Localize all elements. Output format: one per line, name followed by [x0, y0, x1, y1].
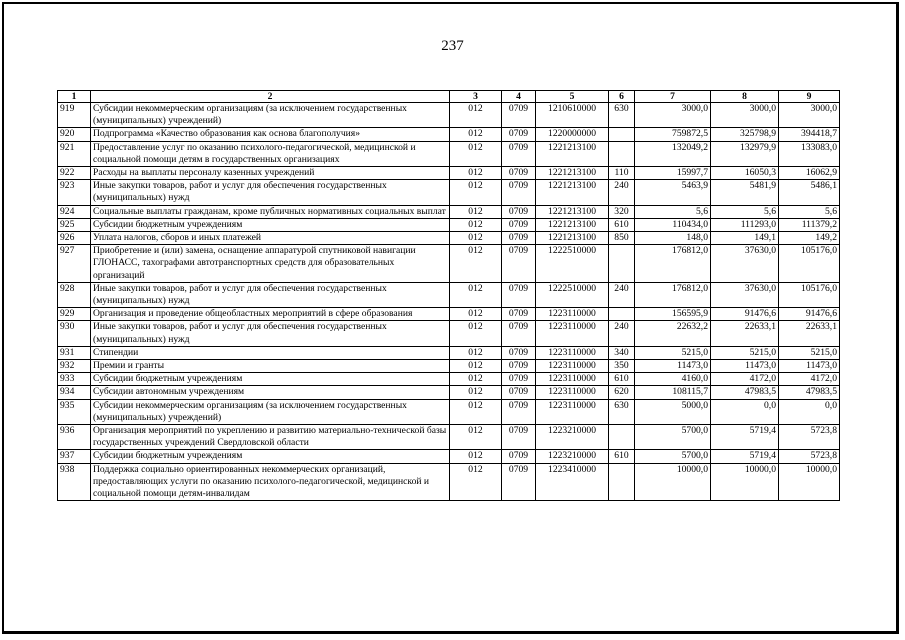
row-amount-col7: 22632,2 [635, 321, 711, 346]
row-expense-type-code [609, 308, 635, 321]
row-number: 928 [58, 282, 91, 307]
header-cell: 9 [779, 91, 840, 103]
row-ved-code: 012 [450, 167, 502, 180]
row-amount-col7: 5700,0 [635, 425, 711, 450]
row-amount-col8: 16050,3 [711, 167, 779, 180]
row-number: 937 [58, 450, 91, 463]
row-amount-col7: 5700,0 [635, 450, 711, 463]
row-ved-code: 012 [450, 245, 502, 283]
table-row [58, 450, 840, 463]
table-row [58, 245, 840, 283]
row-expense-type-code: 630 [609, 103, 635, 128]
row-section-code: 0709 [502, 321, 536, 346]
row-amount-col7: 11473,0 [635, 360, 711, 373]
row-ved-code: 012 [450, 360, 502, 373]
row-target-article-code: 1220000000 [536, 128, 609, 141]
row-target-article-code: 1223110000 [536, 321, 609, 346]
row-section-code: 0709 [502, 360, 536, 373]
row-amount-col9: 10000,0 [779, 463, 840, 501]
row-amount-col7: 5000,0 [635, 399, 711, 424]
header-cell: 3 [450, 91, 502, 103]
row-amount-col9: 0,0 [779, 399, 840, 424]
row-section-code: 0709 [502, 141, 536, 166]
row-amount-col8: 5719,4 [711, 425, 779, 450]
row-ved-code: 012 [450, 321, 502, 346]
row-target-article-code: 1210610000 [536, 103, 609, 128]
row-amount-col9: 394418,7 [779, 128, 840, 141]
row-name: Иные закупки товаров, работ и услуг для обеспечения государственных (муниципальных) нужд [91, 180, 450, 205]
row-expense-type-code: 340 [609, 346, 635, 359]
row-amount-col9: 105176,0 [779, 282, 840, 307]
row-amount-col7: 10000,0 [635, 463, 711, 501]
row-target-article-code: 1221213100 [536, 180, 609, 205]
row-name: Субсидии некоммерческим организациям (за исключением государственных (муниципальных) учреждений) [91, 399, 450, 424]
table-body [58, 103, 840, 501]
row-section-code: 0709 [502, 399, 536, 424]
table-header-row [58, 91, 840, 103]
row-expense-type-code [609, 463, 635, 501]
row-name: Поддержка социально ориентированных некоммерческих организаций, предоставляющих услуги по оказанию психолого-педагогической, медицинской и социальной помощи детям-инвалидам [91, 463, 450, 501]
row-target-article-code: 1223110000 [536, 399, 609, 424]
row-name: Субсидии автономным учреждениям [91, 386, 450, 399]
row-number: 920 [58, 128, 91, 141]
row-amount-col8: 5481,9 [711, 180, 779, 205]
row-target-article-code: 1223110000 [536, 386, 609, 399]
row-amount-col8: 5719,4 [711, 450, 779, 463]
row-section-code: 0709 [502, 167, 536, 180]
row-amount-col7: 110434,0 [635, 218, 711, 231]
row-expense-type-code: 850 [609, 232, 635, 245]
header-cell: 7 [635, 91, 711, 103]
table-row [58, 167, 840, 180]
row-section-code: 0709 [502, 450, 536, 463]
row-section-code: 0709 [502, 282, 536, 307]
row-amount-col8: 47983,5 [711, 386, 779, 399]
row-ved-code: 012 [450, 232, 502, 245]
row-expense-type-code: 350 [609, 360, 635, 373]
row-amount-col7: 156595,9 [635, 308, 711, 321]
row-expense-type-code: 610 [609, 218, 635, 231]
row-amount-col9: 5723,8 [779, 425, 840, 450]
row-amount-col9: 5486,1 [779, 180, 840, 205]
row-amount-col9: 91476,6 [779, 308, 840, 321]
row-amount-col9: 5215,0 [779, 346, 840, 359]
row-number: 935 [58, 399, 91, 424]
row-section-code: 0709 [502, 373, 536, 386]
row-amount-col9: 5,6 [779, 205, 840, 218]
row-ved-code: 012 [450, 180, 502, 205]
table-row [58, 232, 840, 245]
row-amount-col8: 37630,0 [711, 282, 779, 307]
row-amount-col9: 133083,0 [779, 141, 840, 166]
row-ved-code: 012 [450, 399, 502, 424]
row-expense-type-code [609, 141, 635, 166]
row-number: 924 [58, 205, 91, 218]
row-amount-col8: 0,0 [711, 399, 779, 424]
row-amount-col8: 3000,0 [711, 103, 779, 128]
row-amount-col8: 91476,6 [711, 308, 779, 321]
row-section-code: 0709 [502, 205, 536, 218]
row-amount-col9: 111379,2 [779, 218, 840, 231]
row-ved-code: 012 [450, 308, 502, 321]
row-amount-col7: 5,6 [635, 205, 711, 218]
header-cell: 5 [536, 91, 609, 103]
row-number: 921 [58, 141, 91, 166]
row-amount-col8: 5215,0 [711, 346, 779, 359]
row-number: 925 [58, 218, 91, 231]
row-target-article-code: 1223110000 [536, 373, 609, 386]
row-target-article-code: 1221213100 [536, 205, 609, 218]
row-ved-code: 012 [450, 386, 502, 399]
row-name: Субсидии бюджетным учреждениям [91, 373, 450, 386]
table-row [58, 373, 840, 386]
row-ved-code: 012 [450, 450, 502, 463]
table-row [58, 128, 840, 141]
row-number: 936 [58, 425, 91, 450]
table-row [58, 425, 840, 450]
table-row [58, 282, 840, 307]
row-number: 926 [58, 232, 91, 245]
row-name: Стипендии [91, 346, 450, 359]
row-name: Социальные выплаты гражданам, кроме публичных нормативных социальных выплат [91, 205, 450, 218]
row-section-code: 0709 [502, 245, 536, 283]
row-ved-code: 012 [450, 218, 502, 231]
row-section-code: 0709 [502, 346, 536, 359]
header-cell: 2 [91, 91, 450, 103]
table-row [58, 321, 840, 346]
row-target-article-code: 1221213100 [536, 218, 609, 231]
table-row [58, 141, 840, 166]
row-target-article-code: 1221213100 [536, 141, 609, 166]
table-row [58, 308, 840, 321]
row-expense-type-code [609, 425, 635, 450]
header-cell: 1 [58, 91, 91, 103]
row-section-code: 0709 [502, 308, 536, 321]
row-name: Иные закупки товаров, работ и услуг для обеспечения государственных (муниципальных) нужд [91, 321, 450, 346]
row-amount-col7: 108115,7 [635, 386, 711, 399]
row-amount-col7: 148,0 [635, 232, 711, 245]
table-row [58, 103, 840, 128]
row-amount-col7: 132049,2 [635, 141, 711, 166]
row-number: 931 [58, 346, 91, 359]
row-name: Субсидии бюджетным учреждениям [91, 218, 450, 231]
row-amount-col9: 22633,1 [779, 321, 840, 346]
row-target-article-code: 1223410000 [536, 463, 609, 501]
row-name: Организация мероприятий по укреплению и развитию материально-технической базы государственных учреждений Свердловской области [91, 425, 450, 450]
row-section-code: 0709 [502, 463, 536, 501]
row-ved-code: 012 [450, 346, 502, 359]
budget-table [57, 90, 840, 501]
row-expense-type-code: 240 [609, 282, 635, 307]
row-expense-type-code: 620 [609, 386, 635, 399]
row-expense-type-code: 610 [609, 373, 635, 386]
row-amount-col7: 5463,9 [635, 180, 711, 205]
row-number: 930 [58, 321, 91, 346]
row-amount-col8: 11473,0 [711, 360, 779, 373]
row-expense-type-code [609, 245, 635, 283]
table-row [58, 180, 840, 205]
row-name: Субсидии бюджетным учреждениям [91, 450, 450, 463]
row-name: Иные закупки товаров, работ и услуг для обеспечения государственных (муниципальных) нужд [91, 282, 450, 307]
row-amount-col9: 5723,8 [779, 450, 840, 463]
row-target-article-code: 1223210000 [536, 450, 609, 463]
row-amount-col8: 5,6 [711, 205, 779, 218]
row-name: Подпрограмма «Качество образования как основа благополучия» [91, 128, 450, 141]
row-section-code: 0709 [502, 180, 536, 205]
row-name: Субсидии некоммерческим организациям (за исключением государственных (муниципальных) учреждений) [91, 103, 450, 128]
row-amount-col9: 4172,0 [779, 373, 840, 386]
row-expense-type-code: 240 [609, 180, 635, 205]
row-number: 929 [58, 308, 91, 321]
row-amount-col8: 37630,0 [711, 245, 779, 283]
row-section-code: 0709 [502, 425, 536, 450]
table-row [58, 205, 840, 218]
row-ved-code: 012 [450, 282, 502, 307]
row-number: 938 [58, 463, 91, 501]
row-number: 923 [58, 180, 91, 205]
row-amount-col8: 4172,0 [711, 373, 779, 386]
row-name: Предоставление услуг по оказанию психолого-педагогической, медицинской и социальной помощи детям в государственных организациях [91, 141, 450, 166]
row-ved-code: 012 [450, 141, 502, 166]
row-target-article-code: 1223110000 [536, 360, 609, 373]
row-amount-col9: 105176,0 [779, 245, 840, 283]
row-amount-col9: 47983,5 [779, 386, 840, 399]
row-expense-type-code: 630 [609, 399, 635, 424]
header-cell: 6 [609, 91, 635, 103]
table-row [58, 399, 840, 424]
row-amount-col9: 149,2 [779, 232, 840, 245]
row-expense-type-code: 110 [609, 167, 635, 180]
header-cell: 8 [711, 91, 779, 103]
row-target-article-code: 1221213100 [536, 232, 609, 245]
row-section-code: 0709 [502, 103, 536, 128]
row-expense-type-code: 240 [609, 321, 635, 346]
row-number: 934 [58, 386, 91, 399]
row-target-article-code: 1223110000 [536, 346, 609, 359]
table-row [58, 346, 840, 359]
row-expense-type-code: 610 [609, 450, 635, 463]
row-number: 932 [58, 360, 91, 373]
row-amount-col8: 22633,1 [711, 321, 779, 346]
row-ved-code: 012 [450, 205, 502, 218]
row-amount-col7: 176812,0 [635, 282, 711, 307]
row-amount-col8: 111293,0 [711, 218, 779, 231]
row-amount-col7: 3000,0 [635, 103, 711, 128]
row-target-article-code: 1222510000 [536, 282, 609, 307]
row-amount-col7: 15997,7 [635, 167, 711, 180]
row-target-article-code: 1223210000 [536, 425, 609, 450]
row-ved-code: 012 [450, 425, 502, 450]
row-number: 927 [58, 245, 91, 283]
row-target-article-code: 1222510000 [536, 245, 609, 283]
row-name: Организация и проведение общеобластных мероприятий в сфере образования [91, 308, 450, 321]
row-name: Уплата налогов, сборов и иных платежей [91, 232, 450, 245]
row-amount-col8: 325798,9 [711, 128, 779, 141]
row-amount-col8: 132979,9 [711, 141, 779, 166]
row-number: 933 [58, 373, 91, 386]
row-number: 919 [58, 103, 91, 128]
header-cell: 4 [502, 91, 536, 103]
row-amount-col7: 4160,0 [635, 373, 711, 386]
row-section-code: 0709 [502, 218, 536, 231]
row-amount-col9: 16062,9 [779, 167, 840, 180]
table-row [58, 463, 840, 501]
row-amount-col9: 11473,0 [779, 360, 840, 373]
row-amount-col7: 176812,0 [635, 245, 711, 283]
table-row [58, 218, 840, 231]
row-expense-type-code [609, 128, 635, 141]
table-row [58, 360, 840, 373]
row-name: Приобретение и (или) замена, оснащение аппаратурой спутниковой навигации ГЛОНАСС, тахографами автотранспортных средств для образовательных организаций [91, 245, 450, 283]
row-target-article-code: 1221213100 [536, 167, 609, 180]
row-ved-code: 012 [450, 463, 502, 501]
row-expense-type-code: 320 [609, 205, 635, 218]
row-name: Премии и гранты [91, 360, 450, 373]
row-ved-code: 012 [450, 373, 502, 386]
row-amount-col7: 759872,5 [635, 128, 711, 141]
row-section-code: 0709 [502, 386, 536, 399]
row-section-code: 0709 [502, 232, 536, 245]
row-ved-code: 012 [450, 128, 502, 141]
row-amount-col9: 3000,0 [779, 103, 840, 128]
row-number: 922 [58, 167, 91, 180]
row-target-article-code: 1223110000 [536, 308, 609, 321]
row-amount-col8: 149,1 [711, 232, 779, 245]
table-row [58, 386, 840, 399]
row-name: Расходы на выплаты персоналу казенных учреждений [91, 167, 450, 180]
page-number: 237 [441, 38, 464, 54]
row-section-code: 0709 [502, 128, 536, 141]
row-amount-col7: 5215,0 [635, 346, 711, 359]
row-amount-col8: 10000,0 [711, 463, 779, 501]
row-ved-code: 012 [450, 103, 502, 128]
